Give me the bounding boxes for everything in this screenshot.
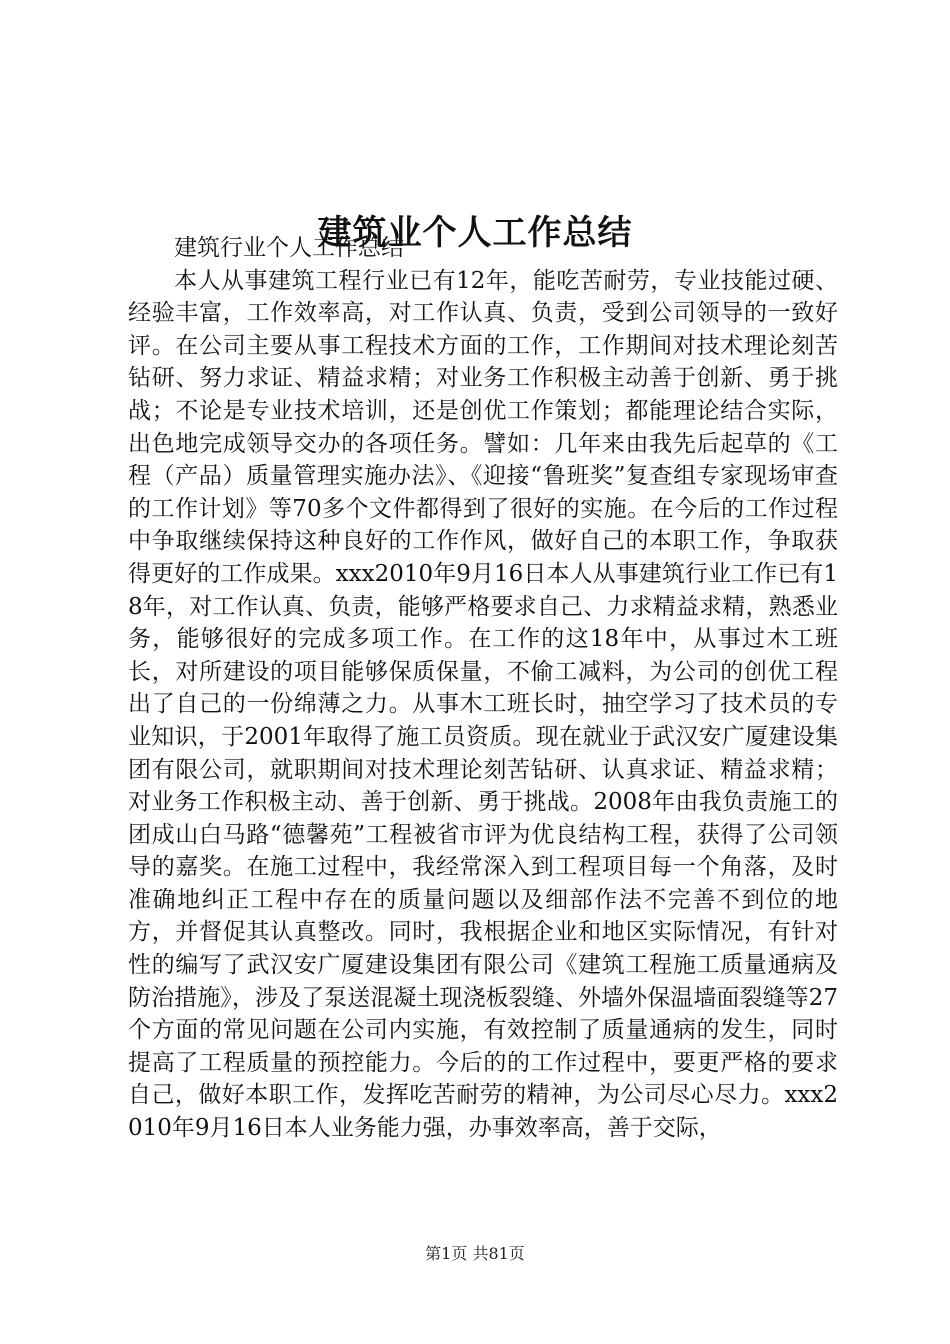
document-paragraph: 本人从事建筑工程行业已有12年，能吃苦耐劳，专业技能过硬、经验丰富，工作效率高，对工作认真、负责，受到公司领导的一致好评。在公司主要从事工程技术方面的工作，工作期间对技术理论刻苦钻研、努力求证、精益求精；对业务工作积极主动善于创新、勇于挑战；不论是专业技术培训，还是创优工作策划；都能理论结合实际，出色地完成领导交办的各项任务。譬如：几年来由我先后起草的《工程（产品）质量管理实施办法》、《迎接“鲁班奖”复查组专家现场审查的工作计划》等70多个文件都得到了很好的实施。在今后的工作过程中争取继续保持这种良好的工作作风，做好自己的本职工作，争取获得更好的工作成果。xxx2010年9月16日本人从事建筑行业工作已有18年，对工作认真、负责，能够严格要求自己、力求精益求精，熟悉业务，能够很好的完成多项工作。在工作的这18年中，从事过木工班长，对所建设的项目能够保质保量，不偷工减料，为公司的创优工程出了自己的一份绵薄之力。从事木工班长时，抽空学习了技术员的专业知识，于2001年取得了施工员资质。现在就业于武汉安广厦建设集团有限公司，就职期间对技术理论刻苦钻研、认真求证、精益求精；对业务工作积极主动、善于创新、勇于挑战。2008年由我负责施工的团成山白马路“德馨苑”工程被省市评为优良结构工程，获得了公司领导的嘉奖。在施工过程中，我经常深入到工程项目每一个角落，及时准确地纠正工程中存在的质量问题以及细部作法不完善不到位的地方，并督促其认真整改。同时，我根据企业和地区实际情况，有针对性的编写了武汉安广厦建设集团有限公司《建筑工程施工质量通病及防治措施》，涉及了泵送混凝土现浇板裂缝、外墙外保温墙面裂缝等27个方面的常见问题在公司内实施，有效控制了质量通病的发生，同时提高了工程质量的预控能力。今后的的工作过程中，要更严格的要求自己，做好本职工作，发挥吃苦耐劳的精神，为公司尽心尽力。xxx2010年9月16日本人业务能力强，办事效率高，善于交际， [128,267,838,1142]
document-body [128,232,838,1145]
document-subtitle: 建筑行业个人工作总结 [174,235,404,261]
document-title: 建筑业个人工作总结 [317,212,633,253]
page-number: 第1页 共81页 [425,1244,525,1263]
